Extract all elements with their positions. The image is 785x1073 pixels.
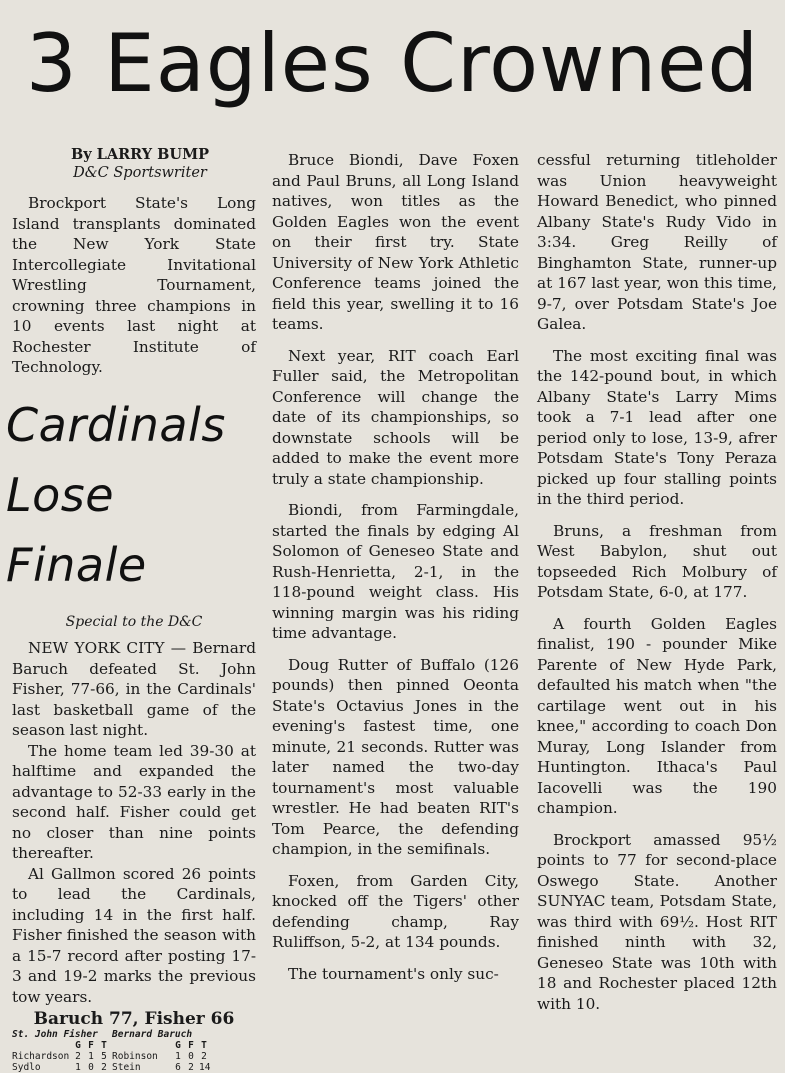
article-paragraph: Foxen, from Garden City, knocked off the Tigers' other defending champ, Ray Ruliffson, 5-2, at 134 pounds.	[272, 871, 519, 951]
box-cell: 1	[75, 1062, 81, 1073]
box-header: T	[101, 1040, 107, 1051]
sub-paragraph: The home team led 39-30 at halftime and expanded the advantage to 52-33 early in the second half. Fisher could get no closer than nine points thereafter.	[12, 741, 256, 862]
byline: By LARRY BUMP	[70, 146, 210, 163]
main-headline: 3 Eagles Crowned	[25, 17, 760, 110]
sub-headline	[6, 390, 256, 600]
article-paragraph: The tournament's only suc-	[288, 964, 499, 983]
box-header: G	[175, 1040, 181, 1051]
box-cell: 5	[101, 1051, 107, 1062]
box-cell: 2	[101, 1062, 107, 1073]
box-cell: 6	[175, 1062, 181, 1073]
sub-special-credit: Special to the D&C	[65, 613, 203, 630]
box-cell: 2	[75, 1051, 81, 1062]
box-cell: 0	[188, 1051, 194, 1062]
article-paragraph: The most exciting final was the 142-pound bout, in which Albany State's Larry Mims took a 7-1 lead after one period only to lose, 13-9, afrer Potsdam State's Tony Peraza picked up four stalling points in the third period.	[537, 346, 777, 508]
box-score-table	[12, 1029, 256, 1073]
box-cell: Robinson	[112, 1051, 158, 1062]
column-3	[537, 150, 777, 1025]
box-team-1: St. John Fisher	[12, 1029, 98, 1040]
article-paragraph: Bruce Biondi, Dave Foxen and Paul Bruns, all Long Island natives, won titles as the Golden Eagles won the event on their first try. State University of New York Athletic Conference teams joined the field this year, swelling it to 16 teams.	[272, 151, 519, 333]
box-header: T	[201, 1040, 207, 1051]
article-paragraph: Doug Rutter of Buffalo (126 pounds) then pinned Oeonta State's Octavius Jones in the evening's fastest time, one minute, 21 seconds. Rutter was later named the two-day tournament's most valuable wrestler. He had beaten RIT's Tom Pearce, the defending champion, in the semifinals.	[272, 655, 519, 858]
lead-paragraph: Brockport State's Long Island transplants dominated the New York State Intercollegiate Invitational Wrestling Tournament, crowning three champions in 10 events last night at Rochester Institute of Technology.	[12, 194, 256, 376]
article-paragraph: Biondi, from Farmingdale, started the finals by edging Al Solomon of Geneseo State and Rush-Henrietta, 2-1, in the 118-pound weight class. His winning margin was his riding time advantage.	[272, 501, 519, 642]
box-team-2: Bernard Baruch	[112, 1029, 193, 1040]
byline-title: D&C Sportswriter	[73, 165, 207, 181]
box-cell: 2	[188, 1062, 194, 1073]
box-cell: Richardson	[12, 1051, 70, 1062]
box-cell: 2	[201, 1051, 207, 1062]
sub-headline-line-1: Cardinals	[6, 397, 226, 452]
box-cell: 1	[88, 1051, 94, 1062]
column-2	[272, 150, 519, 995]
box-header: F	[188, 1040, 194, 1051]
box-score-title: Baruch 77, Fisher 66	[33, 1009, 235, 1029]
sub-paragraph: Al Gallmon scored 26 points to lead the Cardinals, including 14 in the first half. Fisher finished the season with a 15-7 record after posting 17-3 and 19-2 marks the previous tow years.	[12, 864, 256, 1006]
box-cell: Sydlo	[12, 1062, 41, 1073]
box-cell: Stein	[112, 1062, 141, 1073]
article-paragraph: A fourth Golden Eagles finalist, 190 - pounder Mike Parente of New Hyde Park, defaulted his match when "the cartilage went out in his knee," according to coach Don Muray, Long Islander from Huntington. Ithaca's Paul Iacovelli was the 190 champion.	[537, 614, 777, 817]
article-paragraph: Brockport amassed 95½ points to 77 for second-place Oswego State. Another SUNYAC team, Potsdam State, was third with 69½. Host RIT finished ninth with 32, Geneseo State was 10th with 18 and Rochester placed 12th with 10.	[537, 830, 777, 1013]
sub-headline-line-2: Lose Finale	[6, 467, 147, 592]
box-header: F	[88, 1040, 94, 1051]
box-cell: 14	[199, 1062, 211, 1073]
article-paragraph: Next year, RIT coach Earl Fuller said, the Metropolitan Conference will change the date of its championships, so downstate schools will be added to make the event more truly a state championship.	[272, 346, 519, 488]
box-cell: 1	[175, 1051, 181, 1062]
box-header: G	[75, 1040, 81, 1051]
column-1	[6, 145, 256, 1073]
article-paragraph: cessful returning titleholder was Union heavyweight Howard Benedict, who pinned Albany State's Rudy Vido in 3:34. Greg Reilly of Binghamton State, runner-up at 167 last year, won this time, 9-7, over Potsdam State's Joe Galea.	[537, 151, 777, 333]
box-cell: 0	[88, 1062, 94, 1073]
sub-paragraph: NEW YORK CITY — Bernard Baruch defeated St. John Fisher, 77-66, in the Cardinals' last basketball game of the season last night.	[12, 639, 256, 739]
article-paragraph: Bruns, a freshman from West Babylon, shut out topseeded Rich Molbury of Potsdam State, 6-0, at 177.	[537, 521, 777, 601]
